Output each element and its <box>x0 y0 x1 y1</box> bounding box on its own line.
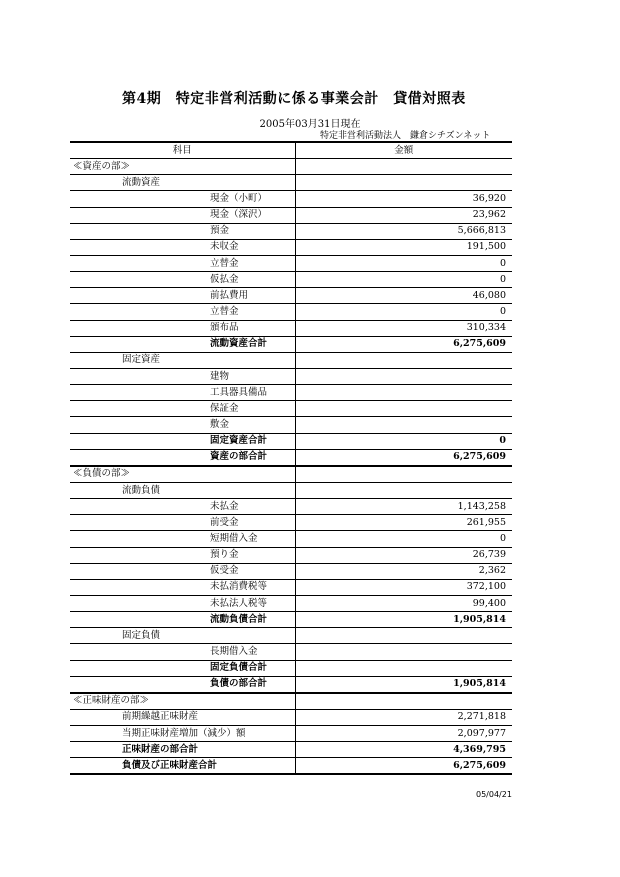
amount-value: 191,500 <box>295 239 512 255</box>
account-label: 負債及び正味財産合計 <box>70 758 295 775</box>
table-row <box>70 433 512 449</box>
amount-value: 46,080 <box>295 288 512 304</box>
account-label: ≪正味財産の部≫ <box>70 693 295 710</box>
account-label: 前払費用 <box>70 288 295 304</box>
amount-value: 6,275,609 <box>295 758 512 775</box>
amount-value: 4,369,795 <box>295 742 512 758</box>
account-label: 負債の部合計 <box>70 676 295 693</box>
table-row <box>70 531 512 547</box>
account-label: 長期借入金 <box>70 644 295 660</box>
table-row <box>70 499 512 515</box>
table-row <box>70 676 512 693</box>
table-row <box>70 547 512 563</box>
table-row <box>70 595 512 611</box>
document-title: 第4期 特定非営利活動に係る事業会計 貸借対照表 <box>122 91 466 107</box>
organization-name: 特定非営利活動法人 鎌倉シチズンネット <box>320 131 491 141</box>
balance-sheet-table <box>70 141 512 775</box>
amount-value: 1,143,258 <box>295 499 512 515</box>
table-row <box>70 579 512 595</box>
account-label: 保証金 <box>70 401 295 417</box>
table-row <box>70 612 512 628</box>
table-row <box>70 175 512 191</box>
table-row <box>70 417 512 433</box>
account-label: 資産の部合計 <box>70 449 295 466</box>
table-row <box>70 758 512 775</box>
account-label: 預り金 <box>70 547 295 563</box>
table-row <box>70 352 512 368</box>
amount-value <box>295 628 512 644</box>
amount-value <box>295 352 512 368</box>
account-label: 仮払金 <box>70 272 295 288</box>
amount-value: 372,100 <box>295 579 512 595</box>
account-label: 未払法人税等 <box>70 595 295 611</box>
amount-value: 2,362 <box>295 563 512 579</box>
table-row <box>70 482 512 498</box>
account-label: 現金（深沢） <box>70 207 295 223</box>
account-label: 固定資産 <box>70 352 295 368</box>
account-label: 建物 <box>70 368 295 384</box>
account-label: 未払金 <box>70 499 295 515</box>
amount-value: 6,275,609 <box>295 449 512 466</box>
account-label: 未払消費税等 <box>70 579 295 595</box>
account-label: 固定資産合計 <box>70 433 295 449</box>
statement-date: 2005年03月31日現在 <box>259 119 361 130</box>
account-label: 前受金 <box>70 515 295 531</box>
account-label: 固定負債合計 <box>70 660 295 676</box>
amount-value: 36,920 <box>295 191 512 207</box>
table-row <box>70 304 512 320</box>
amount-value: 0 <box>295 304 512 320</box>
table-row <box>70 644 512 660</box>
amount-value: 23,962 <box>295 207 512 223</box>
account-label: 流動資産合計 <box>70 336 295 352</box>
amount-value: 5,666,813 <box>295 223 512 239</box>
amount-value <box>295 417 512 433</box>
amount-value: 2,271,818 <box>295 709 512 725</box>
table-row <box>70 255 512 271</box>
table-row <box>70 466 512 483</box>
amount-value <box>295 466 512 483</box>
amount-value: 310,334 <box>295 320 512 336</box>
amount-value: 99,400 <box>295 595 512 611</box>
account-label: 現金（小町） <box>70 191 295 207</box>
amount-value: 0 <box>295 255 512 271</box>
amount-value <box>295 644 512 660</box>
table-row <box>70 726 512 742</box>
amount-value <box>295 368 512 384</box>
amount-value: 0 <box>295 272 512 288</box>
table-row <box>70 515 512 531</box>
account-label: 頒布品 <box>70 320 295 336</box>
table-row <box>70 449 512 466</box>
account-label: ≪負債の部≫ <box>70 466 295 483</box>
amount-value: 0 <box>295 433 512 449</box>
account-label: 未収金 <box>70 239 295 255</box>
amount-value: 26,739 <box>295 547 512 563</box>
account-label: 預金 <box>70 223 295 239</box>
table-row <box>70 693 512 710</box>
amount-value: 0 <box>295 531 512 547</box>
table-row <box>70 401 512 417</box>
account-label: 固定負債 <box>70 628 295 644</box>
account-label: 短期借入金 <box>70 531 295 547</box>
table-row <box>70 320 512 336</box>
amount-value: 1,905,814 <box>295 676 512 693</box>
account-label: 当期正味財産増加（減少）額 <box>70 726 295 742</box>
account-label: 工具器具備品 <box>70 385 295 401</box>
account-label: 流動資産 <box>70 175 295 191</box>
table-header-row <box>70 142 512 159</box>
table-row <box>70 288 512 304</box>
table-row <box>70 191 512 207</box>
amount-value <box>295 482 512 498</box>
amount-value: 2,097,977 <box>295 726 512 742</box>
table-row <box>70 159 512 175</box>
table-row <box>70 709 512 725</box>
account-label: 仮受金 <box>70 563 295 579</box>
table-body <box>70 159 512 775</box>
amount-value: 1,905,814 <box>295 612 512 628</box>
account-label: 敷金 <box>70 417 295 433</box>
account-label: ≪資産の部≫ <box>70 159 295 175</box>
amount-value <box>295 693 512 710</box>
table-row <box>70 336 512 352</box>
account-label: 立替金 <box>70 255 295 271</box>
table-row <box>70 742 512 758</box>
amount-value <box>295 175 512 191</box>
account-label: 流動負債 <box>70 482 295 498</box>
amount-value: 261,955 <box>295 515 512 531</box>
header-amount: 金額 <box>295 142 512 159</box>
table-row <box>70 660 512 676</box>
account-label: 前期繰越正味財産 <box>70 709 295 725</box>
amount-value <box>295 385 512 401</box>
account-label: 正味財産の部合計 <box>70 742 295 758</box>
amount-value <box>295 660 512 676</box>
table-row <box>70 563 512 579</box>
table-row <box>70 223 512 239</box>
table-row <box>70 207 512 223</box>
table-row <box>70 628 512 644</box>
amount-value <box>295 401 512 417</box>
table-row <box>70 385 512 401</box>
table-row <box>70 272 512 288</box>
account-label: 流動負債合計 <box>70 612 295 628</box>
amount-value <box>295 159 512 175</box>
amount-value: 6,275,609 <box>295 336 512 352</box>
header-account: 科目 <box>70 142 295 159</box>
account-label: 立替金 <box>70 304 295 320</box>
print-date: 05/04/21 <box>476 790 512 799</box>
table-row <box>70 368 512 384</box>
table-row <box>70 239 512 255</box>
